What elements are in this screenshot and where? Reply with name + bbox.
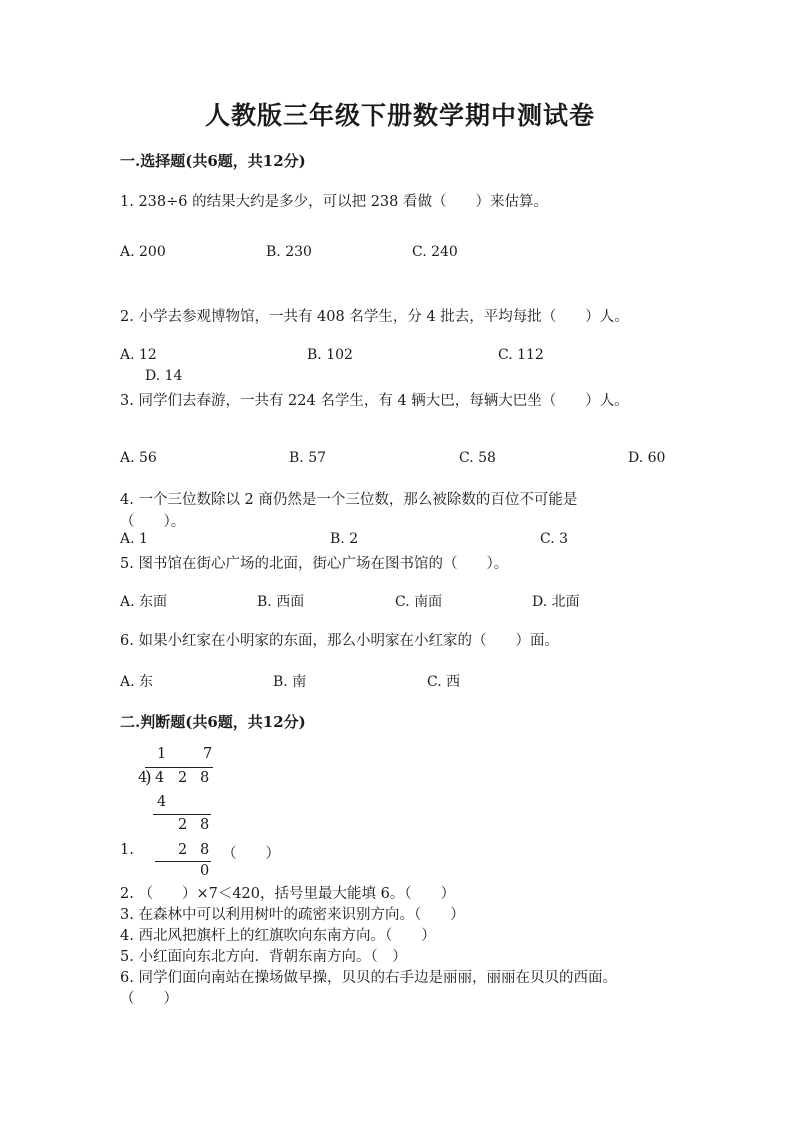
judge-item-3: 3. 在森林中可以利用树叶的疏密来识别方向。（ ） — [120, 907, 465, 923]
judge-item-1-blank[interactable]: （ ） — [222, 846, 280, 862]
question-3-option-c[interactable]: C. 58 — [459, 450, 496, 466]
question-1: 1. 238÷6 的结果大约是多少，可以把 238 看做（ ）来估算。 — [120, 194, 548, 210]
section-heading-choice: 一.选择题(共6题，共12分) — [120, 152, 306, 170]
question-1-option-a[interactable]: A. 200 — [120, 244, 166, 260]
question-5-option-d[interactable]: D. 北面 — [532, 594, 580, 610]
judge-item-6-blank[interactable]: （ ） — [120, 991, 178, 1007]
question-5-option-c[interactable]: C. 南面 — [395, 594, 443, 610]
question-4-option-b[interactable]: B. 2 — [330, 531, 359, 547]
division-step-digit: 2 — [178, 817, 188, 833]
question-3-option-b[interactable]: B. 57 — [289, 450, 327, 466]
question-1-option-c[interactable]: C. 240 — [412, 244, 458, 260]
question-5: 5. 图书馆在街心广场的北面，街心广场在图书馆的（ ）。 — [120, 556, 509, 572]
section-heading-judge: 二.判断题(共6题，共12分) — [120, 713, 306, 731]
judge-item-4: 4. 西北风把旗杆上的红旗吹向东南方向。（ ） — [120, 928, 436, 944]
judge-item-6: 6. 同学们面向南站在操场做早操，贝贝的右手边是丽丽，丽丽在贝贝的西面。 — [120, 970, 617, 986]
division-remainder: 0 — [200, 863, 210, 879]
division-bracket: ) — [145, 768, 152, 788]
question-3-option-d[interactable]: D. 60 — [628, 450, 666, 466]
division-step-digit: 8 — [200, 817, 210, 833]
question-2: 2. 小学去参观博物馆，一共有 408 名学生，分 4 批去，平均每批（ ）人。 — [120, 309, 629, 325]
judge-item-2: 2. （ ）×7＜420，括号里最大能填 6。（ ） — [120, 886, 456, 902]
question-6-option-b[interactable]: B. 南 — [273, 674, 307, 690]
question-6-option-a[interactable]: A. 东 — [120, 674, 154, 690]
question-6-option-c[interactable]: C. 西 — [427, 674, 461, 690]
page-title: 人教版三年级下册数学期中测试卷 — [204, 101, 595, 130]
question-2-option-d[interactable]: D. 14 — [145, 368, 183, 384]
question-4: 4. 一个三位数除以 2 商仍然是一个三位数，那么被除数的百位不可能是 — [120, 492, 578, 508]
question-5-option-b[interactable]: B. 西面 — [257, 594, 305, 610]
question-3: 3. 同学们去春游，一共有 224 名学生，有 4 辆大巴，每辆大巴坐（ ）人。 — [120, 393, 629, 409]
judge-item-1-number: 1. — [120, 842, 134, 858]
division-bar — [145, 767, 213, 768]
question-2-option-a[interactable]: A. 12 — [120, 347, 157, 363]
division-rule — [155, 861, 211, 862]
division-dividend-digit: 4 — [155, 770, 165, 786]
question-4-option-c[interactable]: C. 3 — [540, 531, 569, 547]
question-2-option-b[interactable]: B. 102 — [307, 347, 353, 363]
question-4-option-a[interactable]: A. 1 — [120, 531, 148, 547]
division-step-digit: 2 — [178, 842, 188, 858]
question-5-option-a[interactable]: A. 东面 — [120, 594, 168, 610]
question-1-option-b[interactable]: B. 230 — [266, 244, 312, 260]
question-6: 6. 如果小红家在小明家的东面，那么小明家在小红家的（ ）面。 — [120, 633, 559, 649]
division-dividend-digit: 2 — [178, 770, 188, 786]
question-3-option-a[interactable]: A. 56 — [120, 450, 157, 466]
division-quotient-digit: 1 — [157, 746, 167, 762]
division-step-digit: 8 — [200, 842, 210, 858]
question-2-option-c[interactable]: C. 112 — [498, 347, 544, 363]
division-dividend-digit: 8 — [200, 770, 210, 786]
division-rule — [153, 814, 211, 815]
division-quotient-digit: 7 — [203, 746, 213, 762]
question-4-cont: （ ）。 — [120, 514, 186, 530]
division-step-digit: 4 — [157, 794, 167, 810]
division-divisor: 4 — [138, 770, 148, 786]
judge-item-5: 5. 小红面向东北方向．背朝东南方向。（ ） — [120, 949, 407, 965]
